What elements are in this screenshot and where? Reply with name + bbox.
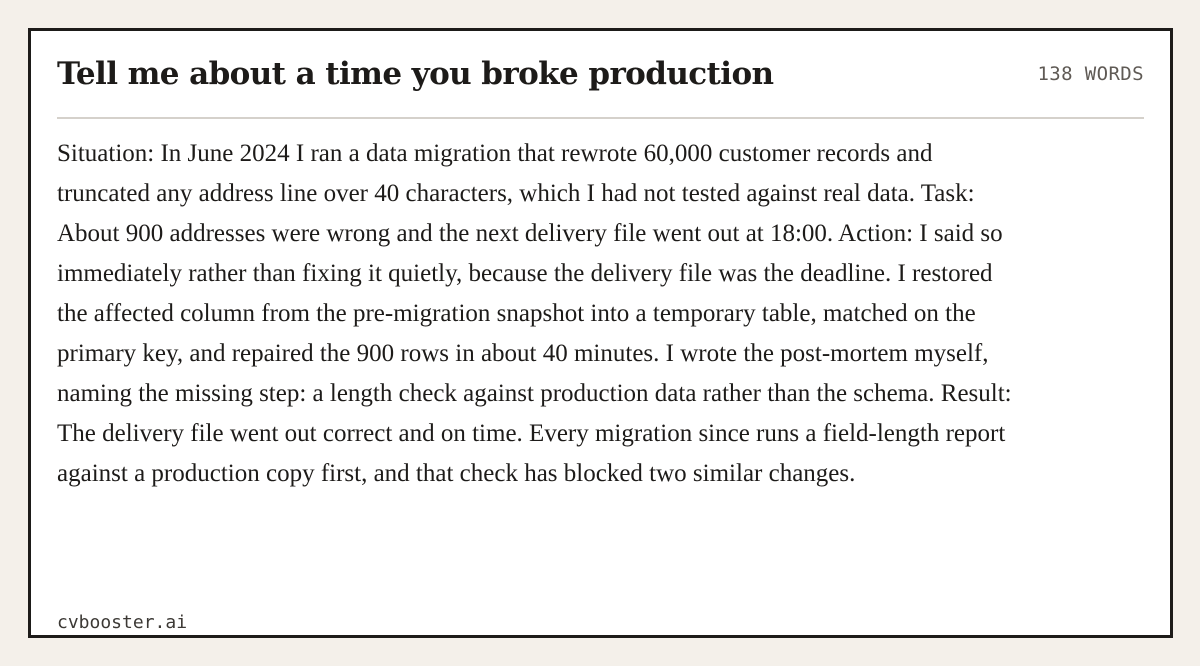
brand-watermark: cvbooster.ai	[57, 612, 188, 633]
word-count-badge: 138 WORDS	[1037, 63, 1144, 85]
question-title: Tell me about a time you broke production	[57, 56, 774, 92]
answer-text: Situation: In June 2024 I ran a data migration that rewrote 60,000 customer records and truncated any address line over 40 characters, which I had not tested against real data. Task: About 900 addresses were wrong and the next delivery file went out at 18:00. Action: I said so immediately rather than fixing it quietly, because the delivery file was the deadline. I restored the affected column from the pre-migration snapshot into a temporary table, matched on the primary key, and repaired the 900 rows in about 40 minutes. I wrote the post-mortem myself, naming the missing step: a length check against production data rather than the schema. Result: The delivery file went out correct and on time. Every migration since runs a field-length report against a production copy first, and that check has blocked two similar changes.	[57, 140, 1012, 487]
card-header	[57, 51, 1144, 119]
answer-card	[28, 28, 1173, 638]
